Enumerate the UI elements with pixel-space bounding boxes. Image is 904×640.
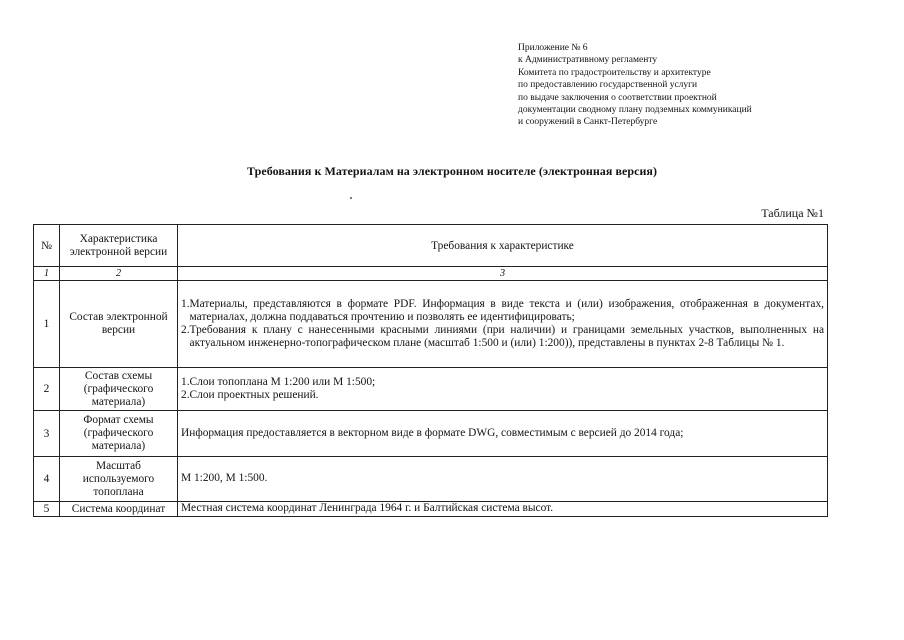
- document-title: Требования к Материалам на электронном носителе (электронная версия): [247, 164, 657, 178]
- row-num: 4: [34, 457, 60, 502]
- row-num: 5: [34, 502, 60, 517]
- header-num: №: [34, 225, 60, 267]
- column-index: 2: [60, 267, 178, 281]
- annex-line: по предоставлению государственной услуги: [518, 80, 698, 91]
- row-characteristic: Формат схемы (графического материала): [60, 411, 178, 457]
- column-index: 3: [178, 267, 828, 281]
- table-row: [34, 502, 828, 517]
- item-text: Слои топоплана М 1:200 или М 1:500;: [189, 375, 376, 388]
- row-requirements: [178, 368, 828, 411]
- row-num: 1: [34, 281, 60, 368]
- table-row: [34, 368, 828, 411]
- scan-speck: [350, 197, 352, 199]
- annex-line: Приложение № 6: [518, 43, 588, 53]
- item-number: 2.: [181, 389, 190, 401]
- table-label: Таблица №1: [761, 206, 824, 220]
- requirement-item: [181, 298, 824, 324]
- annex-header: [518, 42, 898, 129]
- item-text: Слои проектных решений.: [189, 389, 319, 401]
- item-number: 1.: [181, 375, 190, 388]
- row-characteristic: Масштаб используемого топоплана: [60, 457, 178, 502]
- table-header-row: [34, 225, 828, 267]
- table-row: [34, 411, 828, 457]
- column-index: 1: [34, 267, 60, 281]
- annex-line: Комитета по градостроительству и архитектуре: [518, 67, 711, 78]
- table-row: [34, 281, 828, 368]
- requirement-item: [181, 376, 824, 389]
- item-text: Требования к плану с нанесенными красными линиями (при наличии) и границами земельных участков, выполненных на актуальном инженерно-топографическом плане (масштаб 1:500 и (или) 1:200)), представлены в пунктах 2-8 Таблицы № 1.: [189, 324, 824, 350]
- annex-line: и сооружений в Санкт-Петербурге: [518, 117, 658, 128]
- row-requirements: [178, 281, 828, 368]
- row-requirements: М 1:200, М 1:500.: [178, 457, 828, 502]
- requirement-item: [181, 324, 824, 350]
- item-number: 2.: [181, 324, 190, 336]
- item-text: Материалы, представляются в формате PDF. Информация в виде текста и (или) изображения, отображенная в документах, материалах, должна поддаваться прочтению и позволять ее идентифицировать;: [189, 297, 824, 323]
- table-row: [34, 457, 828, 502]
- row-num: 3: [34, 411, 60, 457]
- annex-line: документации сводному плану подземных коммуникаций: [518, 105, 752, 116]
- row-requirements: Местная система координат Ленинграда 1964 г. и Балтийская система высот.: [178, 502, 828, 517]
- header-characteristic: Характеристика электронной версии: [60, 225, 178, 267]
- row-num: 2: [34, 368, 60, 411]
- annex-line: по выдаче заключения о соответствии проектной: [518, 92, 717, 103]
- row-characteristic: Состав электронной версии: [60, 281, 178, 368]
- header-requirements: Требования к характеристике: [178, 225, 828, 267]
- requirements-table: [33, 224, 828, 517]
- annex-line: к Административному регламенту: [518, 55, 658, 66]
- column-index-row: [34, 267, 828, 281]
- row-characteristic: Система координат: [60, 502, 178, 517]
- item-number: 1.: [181, 297, 190, 310]
- requirement-item: [181, 389, 824, 402]
- row-requirements: Информация предоставляется в векторном виде в формате DWG, совместимым с версией до 2014 года;: [178, 411, 828, 457]
- row-characteristic: Состав схемы (графического материала): [60, 368, 178, 411]
